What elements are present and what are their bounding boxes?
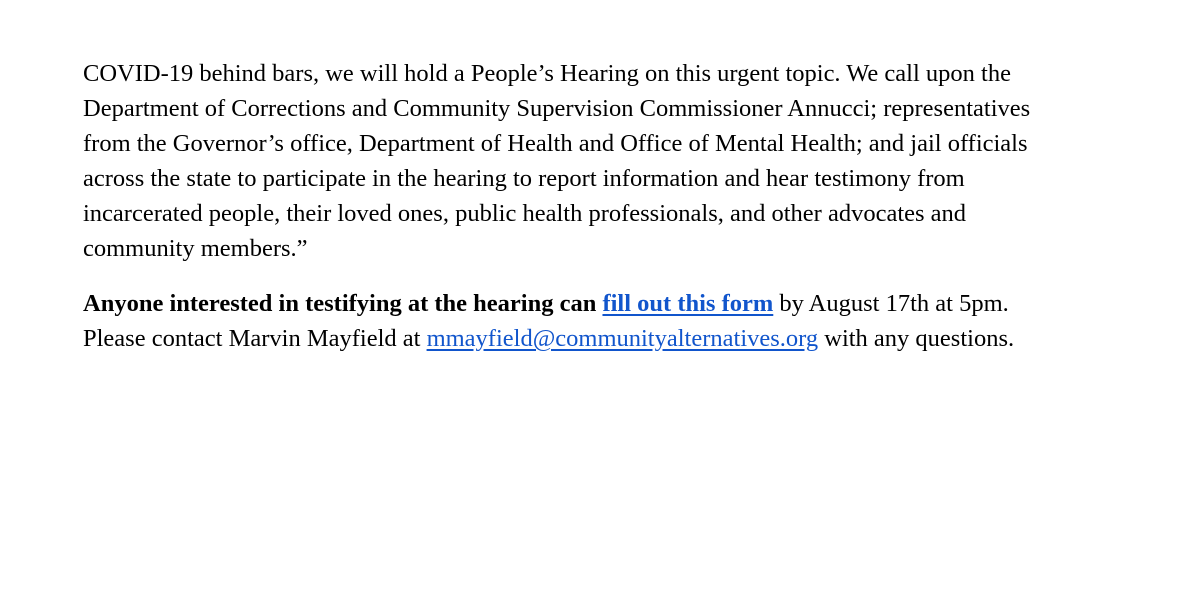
testimony-paragraph [83,286,1163,356]
quote-line-1: COVID-19 behind bars, we will hold a People’s Hearing on this urgent topic. We call upon the [83,60,1011,87]
testimony-line-1 [83,286,1163,321]
deadline-text: by August 17th at 5pm. [779,290,1009,317]
contact-tail-text: with any questions. [824,325,1015,352]
quote-line-5: incarcerated people, their loved ones, public health professionals, and other advocates and [83,200,967,227]
fill-out-form-link[interactable]: fill out this form [602,290,774,317]
contact-email-link[interactable]: mmayfield@communityalternatives.org [426,325,819,352]
testimony-line-2 [83,321,1163,356]
document-page [83,56,1163,356]
quote-line-4: across the state to participate in the hearing to report information and hear testimony from [83,165,965,192]
quote-line-2: Department of Corrections and Community Supervision Commissioner Annucci; representatives [83,95,1031,122]
quote-line-3: from the Governor’s office, Department of Health and Office of Mental Health; and jail officials [83,130,1028,157]
quote-line-6: community members.” [83,235,308,262]
testimony-bold-lead: Anyone interested in testifying at the hearing can [83,290,597,317]
quote-paragraph [83,56,1163,266]
contact-lead-text: Please contact Marvin Mayfield at [83,325,421,352]
